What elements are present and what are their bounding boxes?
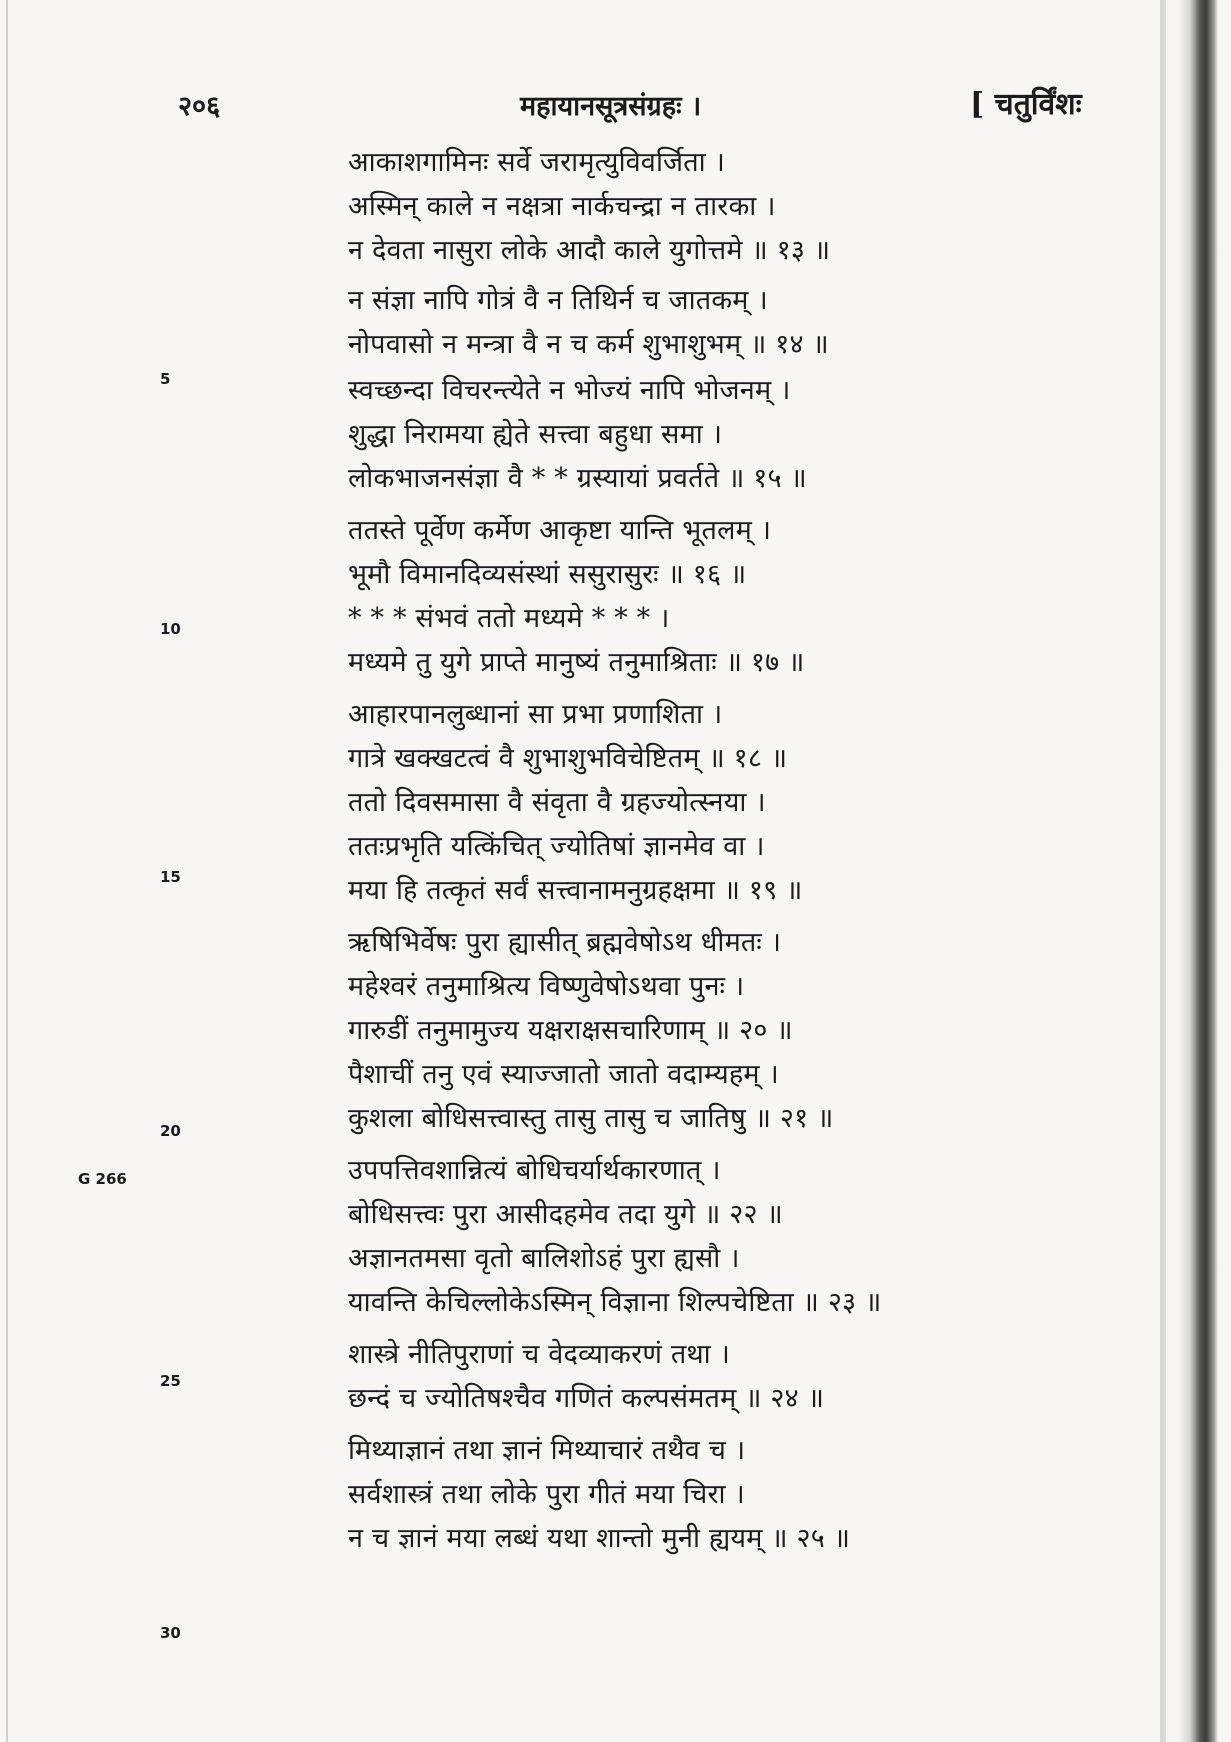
verse-line: ततःप्रभृति यत्किंचित् ज्योतिषां ज्ञानमेव वा ।	[348, 831, 765, 862]
verse-line: गात्रे खक्खटत्वं वै शुभाशुभविचेष्टितम् ॥ १८ ॥	[348, 743, 788, 774]
line-number: 30	[160, 1624, 181, 1642]
verse-line: नोपवासो न मन्त्रा वै न च कर्म शुभाशुभम् ॥ १४ ॥	[348, 329, 829, 360]
line-number: 10	[160, 620, 181, 638]
verse-line: लोकभाजनसंज्ञा वै * * ग्रस्यायां प्रवर्तते ॥ १५ ॥	[348, 463, 807, 494]
verse-line: स्वच्छन्दा विचरन्त्येते न भोज्यं नापि भोजनम् ।	[348, 375, 791, 406]
book-title: महायानसूत्रसंग्रहः ।	[520, 91, 702, 122]
verse-line: शास्त्रे नीतिपुराणां च वेदव्याकरणं तथा ।	[348, 1339, 731, 1370]
verse-line: शुद्धा निरामया ह्येते सत्त्वा बहुधा समा ।	[348, 419, 723, 450]
verse-line: सर्वशास्त्रं तथा लोके पुरा गीतं मया चिरा ।	[348, 1479, 745, 1510]
page-left-edge	[6, 0, 8, 1742]
verse-line: गारुडीं तनुमामुज्य यक्षराक्षसचारिणाम् ॥ २० ॥	[348, 1015, 793, 1046]
verse-line: छन्दं च ज्योतिषश्चैव गणितं कल्पसंमतम् ॥ २४ ॥	[348, 1383, 825, 1414]
verse-line: यावन्ति केचिल्लोकेऽस्मिन् विज्ञाना शिल्पचेष्टिता ॥ २३ ॥	[348, 1287, 882, 1318]
verse-line: मिथ्याज्ञानं तथा ज्ञानं मिथ्याचारं तथैव च ।	[348, 1435, 746, 1466]
verse-line: न संज्ञा नापि गोत्रं वै न तिथिर्न च जातकम् ।	[348, 285, 768, 316]
verse-line: भूमौ विमानदिव्यसंस्थां ससुरासुरः ॥ १६ ॥	[348, 559, 747, 590]
verse-line: अज्ञानतमसा वृतो बालिशोऽहं पुरा ह्यसौ ।	[348, 1243, 740, 1274]
verse-line: महेश्वरं तनुमाश्रित्य विष्णुवेषोऽथवा पुनः ।	[348, 971, 745, 1002]
verse-line: मया हि तत्कृतं सर्वं सत्त्वानामनुग्रहक्षमा ॥ १९ ॥	[348, 875, 803, 906]
line-number: 15	[160, 868, 181, 886]
verse-line: अस्मिन् काले न नक्षत्रा नार्कचन्द्रा न तारका ।	[348, 191, 776, 222]
page-number: २०६	[178, 91, 221, 122]
verse-line: ततस्ते पूर्वेण कर्मेण आकृष्टा यान्ति भूतलम् ।	[348, 515, 772, 546]
line-number: 20	[160, 1122, 181, 1140]
verse-line: * * * संभवं ततो मध्यमे * * * ।	[348, 603, 670, 634]
verse-line: पैशाचीं तनु एवं स्याज्जातो जातो वदाम्यहम् ।	[348, 1059, 779, 1090]
verse-line: बोधिसत्त्वः पुरा आसीदहमेव तदा युगे ॥ २२ ॥	[348, 1199, 783, 1230]
line-number: 5	[160, 370, 171, 388]
verse-line: ततो दिवसमासा वै संवृता वै ग्रहज्योत्स्नया ।	[348, 787, 766, 818]
verse-line: न देवता नासुरा लोके आदौ काले युगोत्तमे ॥ १३ ॥	[348, 235, 831, 266]
line-number: 25	[160, 1372, 181, 1390]
verse-line: मध्यमे तु युगे प्राप्ते मानुष्यं तनुमाश्रिताः ॥ १७ ॥	[348, 647, 805, 678]
verse-line: कुशला बोधिसत्त्वास्तु तासु तासु च जातिषु ॥ २१ ॥	[348, 1103, 834, 1134]
chapter-heading: [ चतुर्विंशः	[970, 87, 1082, 122]
verse-line: आकाशगामिनः सर्वे जरामृत्युविवर्जिता ।	[348, 147, 726, 178]
book-spine	[1178, 0, 1218, 1742]
verse-line: आहारपानलुब्धानां सा प्रभा प्रणाशिता ।	[348, 699, 723, 730]
verse-line: न च ज्ञानं मया लब्धं यथा शान्तो मुनी ह्ययम् ॥ २५ ॥	[348, 1523, 851, 1554]
verse-line: उपपत्तिवशान्नित्यं बोधिचर्यार्थकारणात् ।	[348, 1155, 721, 1186]
margin-reference: G 266	[78, 1170, 127, 1188]
running-header	[0, 86, 1231, 126]
verse-line: ऋषिभिर्वेषः पुरा ह्यासीत् ब्रह्मवेषोऽथ धीमतः ।	[348, 927, 782, 958]
page-binding-shadow	[1160, 0, 1166, 1742]
